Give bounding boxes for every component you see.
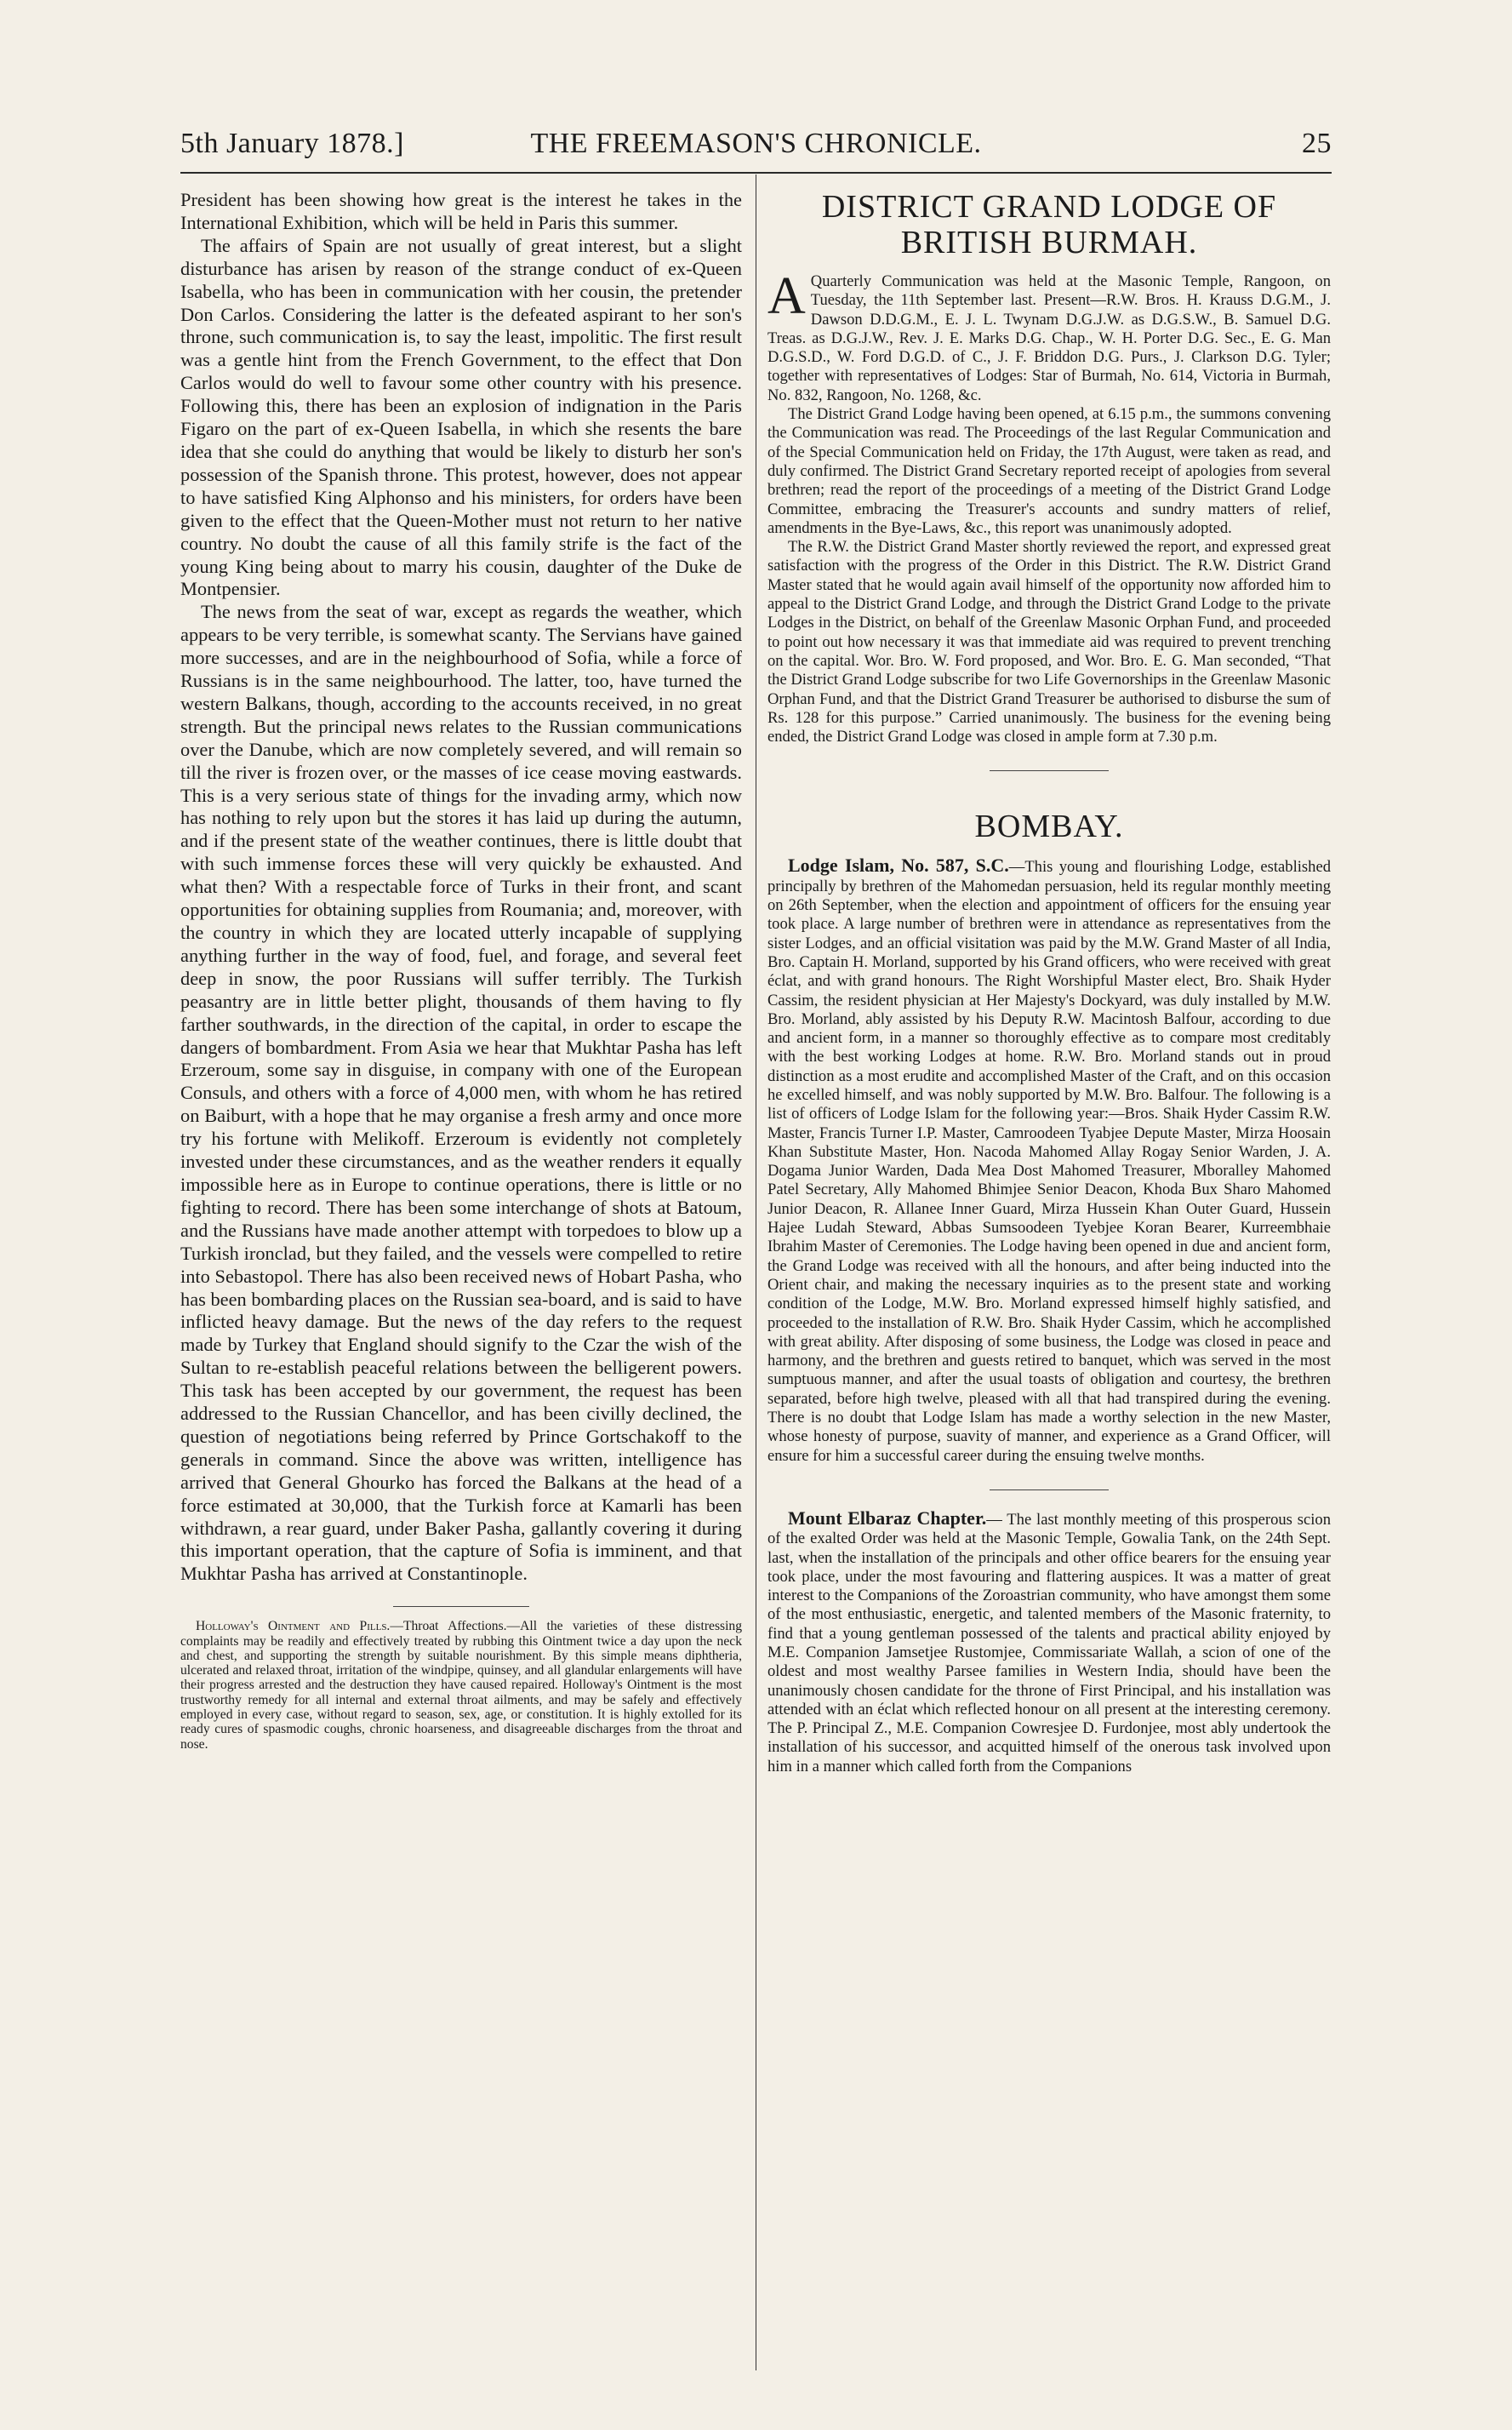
section-heading-bombay: BOMBAY.	[974, 809, 1124, 845]
elbaraz-chapter-title: Mount Elbaraz Chapter.	[788, 1507, 987, 1529]
spacer	[767, 1490, 1331, 1509]
lodge-islam-text: —This young and flourishing Lodge, established principally by brethren of the Mahomedan persuasion, held its regular monthly meeting on 26th September, when the election and appointment of officers for the ensuing year took place. A large number of brethren were in attendance as representatives from the sister Lodges, and an official visitation was paid by the M.W. Grand Master of all India, Bro. Captain H. Morland, supported by his Grand officers, who were received with great éclat, and with grand honours. The Right Worshipful Master elect, Bro. Shaik Hyder Cassim, the resident physician at Her Majesty's Dockyard, was duly installed by M.W. Bro. Morland, ably assisted by his Deputy R.W. Macintosh Balfour, according to due and ancient form, in a manner so thoroughly effective as to compare most creditably with the best working Lodges at home. R.W. Bro. Morland stands out in proud distinction as a most erudite and accomplished Master of the Craft, and on this occasion he excelled himself, and was nobly supported by M.W. Bro. Balfour. The following is a list of officers of Lodge Islam for the following year:—Bros. Shaik Hyder Cassim R.W. Master, Francis Turner I.P. Master, Camroodeen Tyabjee Depute Master, Mirza Hoosain Khan Substitute Master, Hon. Nacoda Mahomed Allay Rogay Senior Warden, J. A. Dogama Junior Warden, Dada Mea Dost Mahomed Treasurer, Mboralley Mahomed Patel Secretary, Ally Mahomed Bhimjee Senior Deacon, Khoda Bux Sharo Mahomed Junior Deacon, R. Allanee Inner Guard, Mirza Hussein Khan Outer Guard, Hussein Hajee Ludah Steward, Abbas Sumsoodeen Tyebjee Koran Bearer, Kurreembhaie Ibrahim Master of Ceremonies. The Lodge having been opened in due and ancient form, the Grand Lodge was received with all the honours, and after being inducted into the Orient chair, and making the necessary inquiries as to the present state and working condition of the Lodge, M.W. Bro. Morland expressed himself highly satisfied, and proceeded to the installation of R.W. Bro. Shaik Hyder Cassim, which he accomplished with great ability. After disposing of some business, the Lodge was closed in peace and harmony, and the brethren and guests retired to banquet, which was served in the most sumptuous manner, and after the usual toasts of obligation and courtesy, the brethren separated, before high twelve, pleased with all that had transpired during the evening. There is no doubt that Lodge Islam has made a worthy selection in the new Master, whose honesty of purpose, suavity of manner, and experience as a Grand Officer, will ensure for him a successful career during the ensuing twelve months.	[767, 858, 1332, 1465]
page-number: 25	[1302, 128, 1332, 159]
article-paragraph: The District Grand Lodge having been opened, at 6.15 p.m., the summons convening the Communication was read. The Proceedings of the last Regular Communication and of the Special Communication held on Friday, the 17th August, were taken as read, and duly confirmed. The District Grand Secretary reported receipt of apologies from several brethren; read the report of the proceedings of a meeting of the District Grand Lodge Committee, embracing the Treasurer's accounts and sundry matters of relief, amendments in the Bye-Laws, &c., this report was unanimously adopted.	[767, 405, 1331, 537]
advertisement-lead: Holloway's Ointment and Pills.	[196, 1619, 391, 1634]
elbaraz-chapter-text: — The last monthly meeting of this prosperous scion of the exalted Order was held at the Masonic Temple, Gowalia Tank, on the 24th Sept. last, when the installation of the principals and other office bearers for the ensuing year took place, under the most favouring and flattering auspices. It was a matter of great interest to the Companions of the Zoroastrian community, who have amongst them some of the most enthusiastic, energetic, and talented members of the Masonic fraternity, to find that a young gentleman possessed of the talents and practical ability enjoyed by M.E. Companion Jamsetjee Rustomjee, Commissariate Wallah, a scion of one of the oldest and most wealthy Parsee families in Western India, should have been the unanimously chosen candidate for the throne of First Principal, and his installation was attended with an éclat which reflected honour on all present at the interesting ceremony. The P. Principal Z., M.E. Companion Cowresjee D. Furdonjee, most ably undertook the installation of his successor, and acquitted himself of the onerous task involved upon him in a manner which called forth from the Companions	[767, 1510, 1331, 1775]
article-paragraph: The news from the seat of war, except as regards the weather, which appears to be very terrible, is somewhat scanty. The Servians have gained more successes, and are in the neighbourhood of Sofia, while a force of Russians is in the same neighbourhood. The latter, too, have turned the western Balkans, though, according to the accounts received, in no great strength. But the principal news relates to the Russian communications over the Danube, which are now completely severed, and will remain so till the river is frozen over, or the masses of ice cease moving eastwards. This is a very serious state of things for the invading army, which now has nothing to rely upon but the stores it has laid up during the autumn, and if the present state of the weather continues, there is little doubt that with such immense forces these will very quickly be exhausted. And what then? With a respectable force of Turks in their front, and scant opportunities for obtaining supplies from Roumania; and, moreover, with the country in which they are located utterly incapable of supplying anything further in the way of food, fuel, and forage, and several feet deep in snow, the poor Russians will suffer terribly. The Turkish peasantry are in little better plight, thousands of them having to fly farther southwards, in the direction of the capital, in order to escape the dangers of bombardment. From Asia we hear that Mukhtar Pasha has left Erzeroum, some say in disguise, in company with one of the European Consuls, and others with a force of 4,000 men, with whom he has retired on Baiburt, with a hope that he may organise a fresh army and once more try his fortune with Melikoff. Erzeroum is evidently not completely invested under these circumstances, and as the weather renders it equally impossible here as in Europe to continue operations, there is little or no fighting to record. There has been some interchange of shots at Batoum, and the Russians have made another attempt with torpedoes to blow up a Turkish ironclad, but they failed, and the vessels were compelled to retire into Sebastopol. There has also been received news of Hobart Pasha, who has been bombarding places on the Russian sea-board, and is said to have inflicted heavy damage. But the news of the day refers to the request made by Turkey that England should signify to the Czar the wish of the Sultan to re-establish peaceful relations between the belligerent powers. This task has been accepted by our government, the request has been addressed to the Russian Chancellor, and has been civilly declined, the question of negotiations being referred by Prince Gortschakoff to the generals in command. Since the above was written, intelligence has arrived that General Ghourko has forced the Balkans at the head of a force estimated at 30,000, that the Turkish force at Kamarli has been withdrawn, a rear guard, under Baker Pasha, gallantly covering it during this important operation, that the capture of Sofia is imminent, and that Mukhtar Pasha has arrived at Constantinople.	[180, 601, 742, 1585]
right-column	[767, 189, 1331, 1776]
burmah-opening-text: Quarterly Communication was held at the Masonic Temple, Rangoon, on Tuesday, the 11th September last. Present—R.W. Bros. H. Krauss D.G.M., J. Dawson D.D.G.M., E. J. L. Twynam D.G.J.W. as D.G.S.W., B. Samuel D.G. Treas. as D.G.J.W., Rev. J. E. Marks D.G. Chap., W. H. Porter D.G. Sec., E. G. Man D.G.S.D., W. Ford D.G.D. of C., J. F. Briddon D.G. Purs., J. Clarkson D.G. Tyler; together with representatives of Lodges: Star of Burmah, No. 614, Victoria in Burmah, No. 832, Rangoon, No. 1268, &c.	[767, 272, 1331, 404]
advertisement	[180, 1606, 742, 1752]
masthead	[180, 128, 1332, 174]
article-paragraph: The affairs of Spain are not usually of great interest, but a slight disturbance has arisen by reason of the strange conduct of ex-Queen Isabella, who has been in communication with her cousin, the pretender Don Carlos. Considering the latter is the defeated aspirant to her son's throne, such communication is, to say the least, impolitic. The first result was a gentle hint from the French Government, to the effect that Don Carlos would do well to favour some other country with his presence. Following this, there has been an explosion of indignation in the Paris Figaro on the part of ex-Queen Isabella, in which she resents the bare idea that she could do anything that would be likely to disturb her son's possession of the Spanish throne. This protest, however, does not appear to have satisfied King Alphonso and his ministers, for orders have been given to the effect that the Queen-Mother must not return to her native country. No doubt the cause of all this family strife is the fact of the young King being about to marry his cousin, daughter of the Duke de Montpensier.	[180, 234, 742, 600]
lodge-islam-title: Lodge Islam, No. 587, S.C.	[788, 855, 1009, 877]
drop-cap: A	[767, 267, 806, 325]
elbaraz-chapter-report	[767, 1509, 1331, 1776]
lodge-islam-report	[767, 856, 1331, 1466]
section-heading-burmah: DISTRICT GRAND LODGE OF BRITISH BURMAH.	[821, 189, 1277, 260]
article-paragraph: The R.W. the District Grand Master shortly reviewed the report, and expressed great satisfaction with the progress of the Order in this District. The R.W. District Grand Master stated that he would again avail himself of the opportunity now afforded him to appeal to the District Grand Lodge, and through the District Grand Lodge to the private Lodges in the District, on behalf of the Greenlaw Masonic Orphan Fund, and proceeded to point out how necessary it was that immediate aid was required to prevent trenching on the capital. Wor. Bro. W. Ford proposed, and Wor. Bro. E. G. Man seconded, “That the District Grand Lodge subscribe for two Life Governorships in the Greenlaw Masonic Orphan Fund, and that the District Grand Treasurer be authorised to disburse the sum of Rs. 128 for this purpose.” Carried unanimously. The business for the evening being ended, the District Grand Lodge was closed in ample form at 7.30 p.m.	[767, 538, 1331, 746]
burmah-opening-paragraph	[767, 267, 1331, 405]
section-separator	[990, 770, 1109, 771]
left-column	[180, 189, 742, 1752]
issue-date: 5th January 1878.]	[180, 128, 405, 159]
publication-title: THE FREEMASON'S CHRONICLE.	[530, 128, 982, 159]
article-paragraph: President has been showing how great is the interest he takes in the International Exhibition, which will be held in Paris this summer.	[180, 189, 742, 233]
advertisement-body: —Throat Affections.—All the varieties of these distressing complaints may be readily and effectively treated by rubbing this Ointment twice a day upon the neck and chest, and supporting the strength by suitable nourishment. By this simple means diphtheria, ulcerated and relaxed throat, irritation of the windpipe, quinsey, and all glandular enlargements will have their progress arrested and the destruction they have caused repaired. Holloway's Ointment is the most trustworthy remedy for all internal and external throat ailments, and may be safely and effectively employed in every case, without regard to season, sex, age, or constitution. It is highly extolled for its ready cures of spasmodic coughs, chronic hoarseness, and disagreeable discharges from the throat and nose.	[180, 1619, 743, 1752]
advertisement-rule	[393, 1606, 529, 1607]
advertisement-text	[180, 1619, 742, 1752]
